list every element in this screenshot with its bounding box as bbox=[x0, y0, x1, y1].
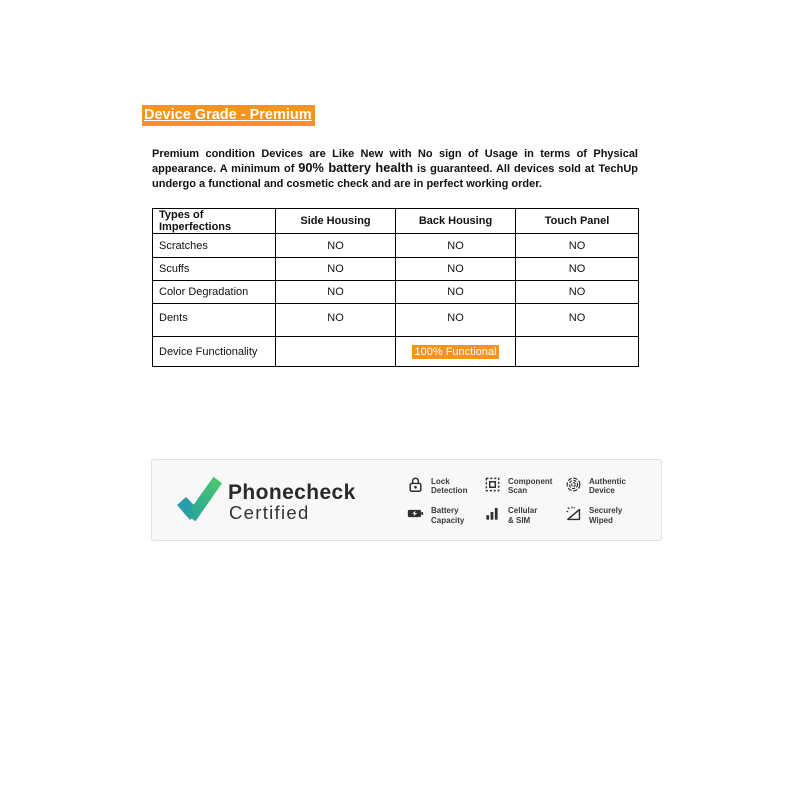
phonecheck-checkmark-icon bbox=[176, 476, 223, 523]
feature-label-line2: & SIM bbox=[508, 515, 531, 525]
feature-securely-wiped bbox=[565, 505, 645, 524]
cell-value: NO bbox=[396, 281, 516, 304]
header-touch-panel: Touch Panel bbox=[516, 209, 639, 234]
feature-label bbox=[508, 505, 537, 524]
feature-label bbox=[431, 476, 467, 495]
feature-label-line2: Detection bbox=[431, 486, 468, 496]
feature-label-line2: Scan bbox=[508, 486, 528, 496]
cell-value bbox=[276, 337, 396, 367]
feature-label bbox=[431, 505, 464, 524]
component-scan-icon bbox=[484, 476, 501, 493]
cell-value: NO bbox=[516, 258, 639, 281]
feature-label-line1: Securely bbox=[589, 506, 623, 516]
battery-icon bbox=[407, 505, 424, 522]
feature-cellular-sim bbox=[484, 505, 565, 524]
cell-value: NO bbox=[276, 281, 396, 304]
table-row bbox=[153, 234, 639, 258]
table-row bbox=[153, 258, 639, 281]
row-label: Scuffs bbox=[153, 258, 276, 281]
cell-value bbox=[516, 337, 639, 367]
description-battery-health: 90% battery health bbox=[298, 160, 414, 176]
feature-label bbox=[508, 476, 552, 495]
fingerprint-icon bbox=[565, 476, 582, 493]
feature-label-line1: Lock bbox=[431, 477, 450, 486]
feature-label-line2: Wiped bbox=[589, 515, 613, 525]
title-block bbox=[142, 105, 315, 126]
header-types-of-imperfections: Types of Imperfections bbox=[153, 209, 276, 234]
feature-label-line2: Device bbox=[589, 486, 615, 496]
feature-label-line1: Authentic bbox=[589, 477, 626, 486]
feature-battery-capacity bbox=[407, 505, 484, 524]
imperfections-table bbox=[152, 208, 639, 367]
cell-value: NO bbox=[276, 234, 396, 258]
wipe-icon bbox=[565, 505, 582, 522]
cell-value: NO bbox=[396, 304, 516, 337]
cell-value: NO bbox=[276, 258, 396, 281]
cell-value: NO bbox=[516, 234, 639, 258]
page-title: Device Grade - Premium bbox=[142, 105, 315, 126]
cell-value: NO bbox=[276, 304, 396, 337]
feature-lock-detection bbox=[407, 476, 484, 495]
table-row bbox=[153, 337, 639, 367]
row-label: Dents bbox=[153, 304, 276, 337]
feature-grid bbox=[407, 476, 645, 525]
header-back-housing: Back Housing bbox=[396, 209, 516, 234]
brand-name: Phonecheck bbox=[228, 481, 356, 504]
feature-label bbox=[589, 505, 622, 524]
description-text-end: is guaranteed. All devices sold at TechUp undergo a functional and cosmetic check and are in perfect working order. bbox=[152, 163, 638, 190]
table-row bbox=[153, 304, 639, 337]
feature-authentic-device bbox=[565, 476, 645, 495]
brand-subtitle: Certified bbox=[229, 502, 310, 523]
table-header-row bbox=[153, 209, 639, 234]
lock-icon bbox=[407, 476, 424, 493]
cell-value: NO bbox=[516, 281, 639, 304]
cell-value: NO bbox=[396, 258, 516, 281]
cell-value: NO bbox=[516, 304, 639, 337]
functional-highlight: 100% Functional bbox=[412, 345, 500, 359]
feature-label-line1: Component bbox=[508, 477, 553, 486]
row-label: Color Degradation bbox=[153, 281, 276, 304]
row-label: Scratches bbox=[153, 234, 276, 258]
description-text-start: Premium condition Devices are Like New with No sign of Usage in terms of Physical appearance. A minimum of bbox=[152, 148, 638, 176]
phonecheck-certified-badge bbox=[151, 459, 662, 541]
feature-label-line2: Capacity bbox=[431, 515, 465, 525]
feature-label-line1: Cellular bbox=[508, 506, 538, 516]
header-side-housing: Side Housing bbox=[276, 209, 396, 234]
feature-component-scan bbox=[484, 476, 565, 495]
feature-label bbox=[589, 476, 626, 495]
table-row bbox=[153, 281, 639, 304]
feature-label-line1: Battery bbox=[431, 506, 459, 516]
row-label: Device Functionality bbox=[153, 337, 276, 367]
cell-value: NO bbox=[396, 234, 516, 258]
cellular-bars-icon bbox=[484, 505, 501, 522]
description-paragraph bbox=[152, 147, 638, 191]
cell-value bbox=[396, 337, 516, 367]
